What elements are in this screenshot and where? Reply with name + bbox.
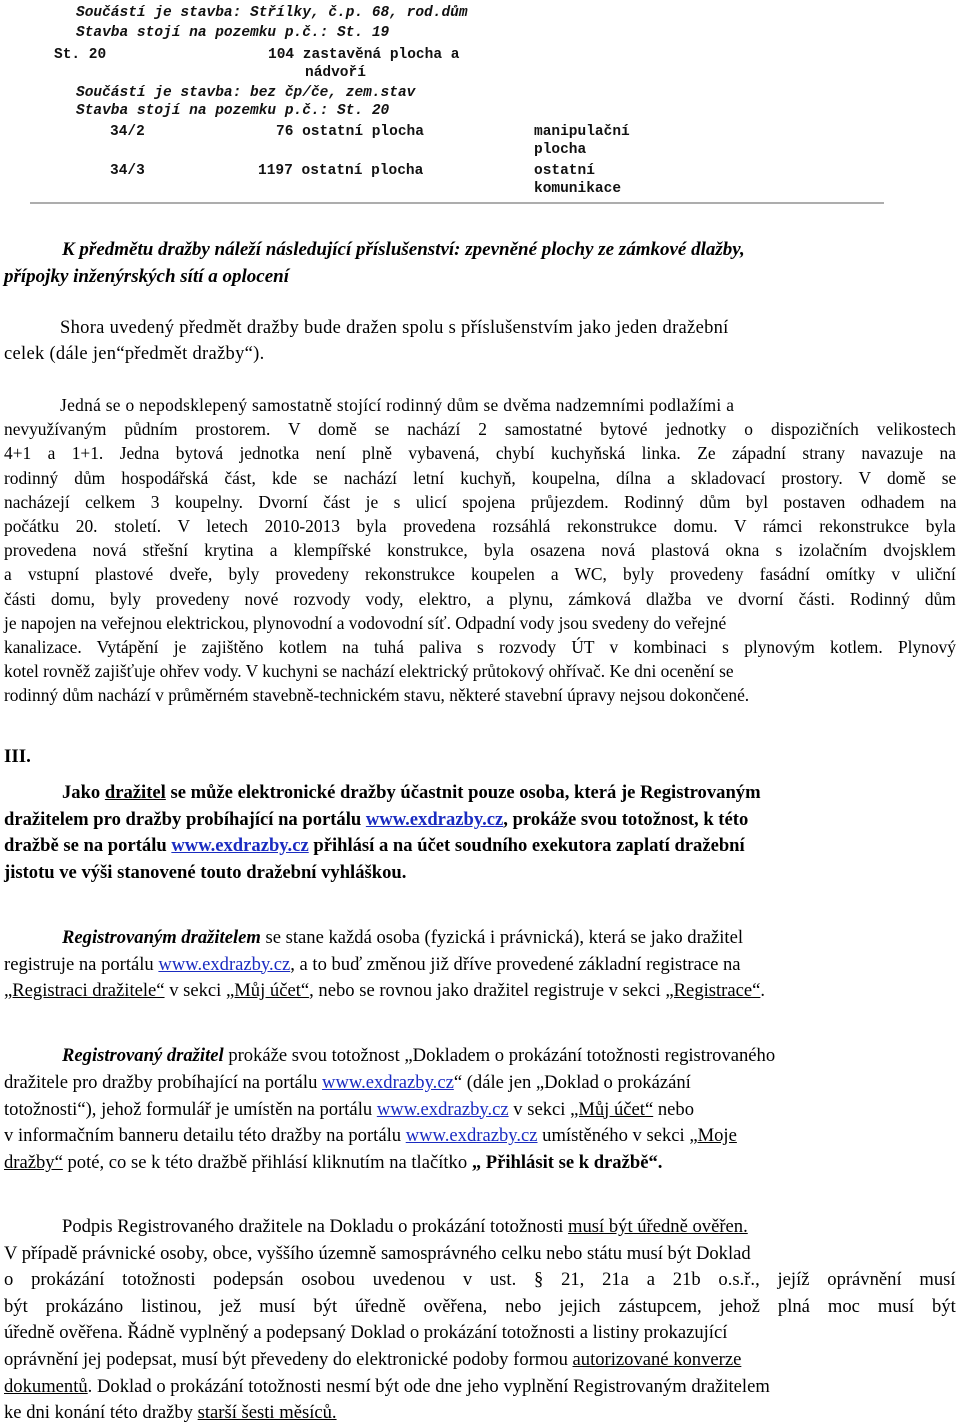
auction-unit-paragraph	[4, 315, 956, 367]
text-line: Shora uvedený předmět dražby bude dražen spolu s příslušenstvím jako jeden dražební	[60, 318, 729, 338]
text-line: jistotu ve výši stanovené touto dražební vyhláškou.	[4, 861, 407, 883]
exdrazby-link[interactable]: www.exdrazby.cz	[158, 953, 291, 975]
exdrazby-link[interactable]: www.exdrazby.cz	[171, 835, 309, 856]
text-line: přípojky inženýrských sítí a oplocení	[4, 266, 289, 287]
text-run: dražbě se na portálu	[4, 835, 172, 856]
cadastral-excerpt	[54, 4, 896, 204]
property-description-paragraph	[4, 393, 956, 708]
text-run: Jako	[62, 782, 105, 803]
parcel-area: 104 zastavěná plocha a	[268, 47, 460, 63]
identity-proof-paragraph	[4, 1043, 956, 1177]
text-line: rodinný dům hospodářská část, kde se nachází letní kuchyň, koupelna, dílna a skladovací prostory. V domě se	[4, 467, 957, 488]
text-run: v sekci	[164, 980, 226, 1001]
text-line: celek (dále jen“předmět dražby“).	[4, 344, 265, 364]
text-run: prokáže svou totožnost „Dokladem o prokázání totožnosti registrovaného	[223, 1045, 776, 1066]
text-run: oprávnění jej podepsat, musí být převedeny do elektronické podoby formou	[4, 1348, 573, 1370]
parcel-number: 34/2	[110, 124, 145, 140]
text-run: .	[760, 980, 766, 1001]
accessories-paragraph	[4, 236, 956, 290]
text-run: , a to buď změnou již dříve provedené základní registrace na	[290, 953, 741, 975]
conversion-term: autorizované konverze	[572, 1348, 742, 1370]
building-parcel-line: Stavba stojí na pozemku p.č.: St. 19	[76, 25, 390, 41]
text-run: se může elektronické dražby účastnit pouze osoba, která je Registrovaným	[165, 782, 761, 803]
text-line: 4+1 a 1+1. Jedna bytová jednotka není plně vybavená, chybí kuchyňská linka. Ze západní strany navazuje na	[4, 443, 956, 464]
parcel-area: 76 ostatní plocha	[276, 124, 424, 140]
building-part-line: Součástí je stavba: Střílky, č.p. 68, rod.dům	[76, 5, 468, 21]
text-line: o prokázání totožnosti podepsán osobou uvedenou v ust. § 21, 21a a 21b o.s.ř., jejíž oprávnění musí	[4, 1269, 956, 1291]
exdrazby-link[interactable]: www.exdrazby.cz	[405, 1125, 538, 1147]
text-run: Podpis Registrovaného dražitele na Dokladu o prokázání totožnosti	[62, 1216, 569, 1237]
text-run: dražitelem pro dražby probíhající na portálu	[4, 808, 366, 830]
text-run: dražitele pro dražby probíhající na portálu	[4, 1071, 323, 1093]
registrace-section-ref: „Registrace“	[665, 980, 761, 1001]
parcel-number: St. 20	[54, 47, 107, 63]
text-line: Jedná se o nepodsklepený samostatně stojící rodinný dům se dvěma nadzemními podlažími a	[60, 395, 735, 415]
text-run: , nebo se rovnou jako dražitel registruje v sekci	[309, 980, 666, 1001]
text-run: registruje na portálu	[4, 953, 159, 975]
parcel-number: 34/3	[110, 163, 145, 179]
parcel-use-cont: komunikace	[534, 181, 622, 197]
text-run: . Doklad o prokázání totožnosti nesmí být ode dne jeho vyplnění Registrovaným dražitelem	[87, 1375, 770, 1397]
text-line: nacházejí celkem 3 koupelny. Dvorní část je s ulicí spojena průjezdem. Rodinný dům byl postaven odhadem na	[4, 491, 957, 512]
text-run: “ (dále jen „Doklad o prokázání	[453, 1071, 691, 1093]
text-line: rodinný dům nachází v průměrném stavebně-technickém stavu, některé stavební úpravy nejsou dokončené.	[4, 685, 750, 706]
text-run: přihlásí a na účet soudního exekutora zaplatí dražební	[308, 835, 745, 856]
text-run: v informačním banneru detailu této dražby na portálu	[4, 1125, 406, 1147]
text-line: a vstupní plastové dveře, byly provedeny rekonstrukce koupelen a WC, byly provedeny fasádní omítky v uliční	[4, 564, 956, 585]
conversion-term: dokumentů	[4, 1375, 88, 1397]
age-limit-term: starší šesti měsíců.	[197, 1402, 337, 1424]
text-line: být prokázáno listinou, jež musí být úředně ověřena, nebo jejich zástupcem, jehož plná moc musí být	[4, 1295, 956, 1317]
text-run: poté, co se k této dražbě přihlásí kliknutím na tlačítko	[62, 1152, 472, 1174]
bidder-eligibility-paragraph	[4, 780, 956, 886]
text-run: umístěného v sekci	[537, 1125, 690, 1147]
text-line: úředně ověřena. Řádně vyplněný a podepsaný Doklad o prokázání totožnosti a listiny prokazující	[4, 1322, 728, 1344]
text-line: kanalizace. Vytápění je zajištěno kotlem na tuhá paliva s rozvody ÚT v kombinaci s plynovým kotlem. Plynový	[4, 637, 956, 658]
text-line: nevyužívaným půdním prostorem. V domě se nachází 2 samostatné bytové jednotky o dispozičních velikostech	[4, 419, 957, 440]
excerpt-divider	[30, 202, 884, 204]
text-run: .	[657, 1152, 663, 1174]
my-auctions-section-ref: „Moje	[689, 1125, 737, 1147]
login-button-name: „ Přihlásit se k dražbě“	[471, 1152, 658, 1174]
my-account-section-ref: „Můj účet“	[570, 1098, 654, 1120]
my-account-section-ref: „Můj účet“	[226, 980, 310, 1001]
text-run: v sekci	[508, 1098, 571, 1120]
text-line: části domu, byly provedeny nové rozvody vody, elektro, a plynu, zámková dlažba ve dvorní části. Rodinný dům	[4, 588, 956, 609]
exdrazby-link[interactable]: www.exdrazby.cz	[322, 1071, 454, 1093]
text-line: V případě právnické osoby, obce, vyššího územně samosprávného celku nebo státu musí být Doklad	[4, 1242, 751, 1264]
term-registered-bidder: Registrovaný dražitel	[62, 1045, 224, 1066]
text-run: ke dni konání této dražby	[4, 1402, 198, 1424]
registration-section-ref: „Registraci dražitele“	[4, 980, 165, 1001]
parcel-use-cont: plocha	[534, 142, 587, 158]
text-line: kotel rovněž zajišťuje ohřev vody. V kuchyni se nachází elektrický průtokový ohřívač. Ke dni ocenění se	[4, 661, 734, 682]
term-registered-bidder: Registrovaným dražitelem	[62, 927, 261, 948]
building-parcel-line: Stavba stojí na pozemku p.č.: St. 20	[76, 103, 390, 119]
text-line: K předmětu dražby náleží následující příslušenství: zpevněné plochy ze zámkové dlažby,	[62, 239, 745, 260]
exdrazby-link[interactable]: www.exdrazby.cz	[365, 808, 504, 830]
parcel-use: manipulační	[534, 124, 630, 140]
parcel-area: 1197 ostatní plocha	[258, 163, 424, 179]
section-heading: III.	[4, 746, 31, 767]
text-run: se stane každá osoba (fyzická i právnická), která se jako dražitel	[260, 927, 744, 948]
exdrazby-link[interactable]: www.exdrazby.cz	[376, 1098, 509, 1120]
parcel-use: ostatní	[534, 163, 595, 179]
text-line: je napojen na veřejnou elektrickou, plynovodní a vodovodní síť. Odpadní vody jsou svedeny do veřejné	[4, 612, 727, 633]
my-auctions-section-ref: dražby“	[4, 1152, 63, 1174]
building-part-line: Součástí je stavba: bez čp/če, zem.stav	[76, 85, 416, 101]
term-dražitel: dražitel	[104, 782, 166, 803]
verified-requirement: musí být úředně ověřen.	[568, 1216, 748, 1237]
text-line: provedena nová střešní krytina a klempířské konstrukce, byla osazena nová plastová okna s izolačním dvojsklem	[4, 540, 956, 561]
text-line: počátku 20. století. V letech 2010-2013 byla provedena rozsáhlá rekonstrukce domu. V rámci rekonstrukce byla	[4, 516, 956, 537]
text-run: totožnosti“), jehož formulář je umístěn na portálu	[4, 1098, 377, 1120]
signature-paragraph	[4, 1214, 956, 1427]
parcel-area-cont: nádvoří	[305, 65, 366, 81]
text-run: nebo	[653, 1098, 694, 1120]
registration-paragraph	[4, 925, 956, 1005]
text-run: , prokáže svou totožnost, k této	[503, 808, 749, 830]
